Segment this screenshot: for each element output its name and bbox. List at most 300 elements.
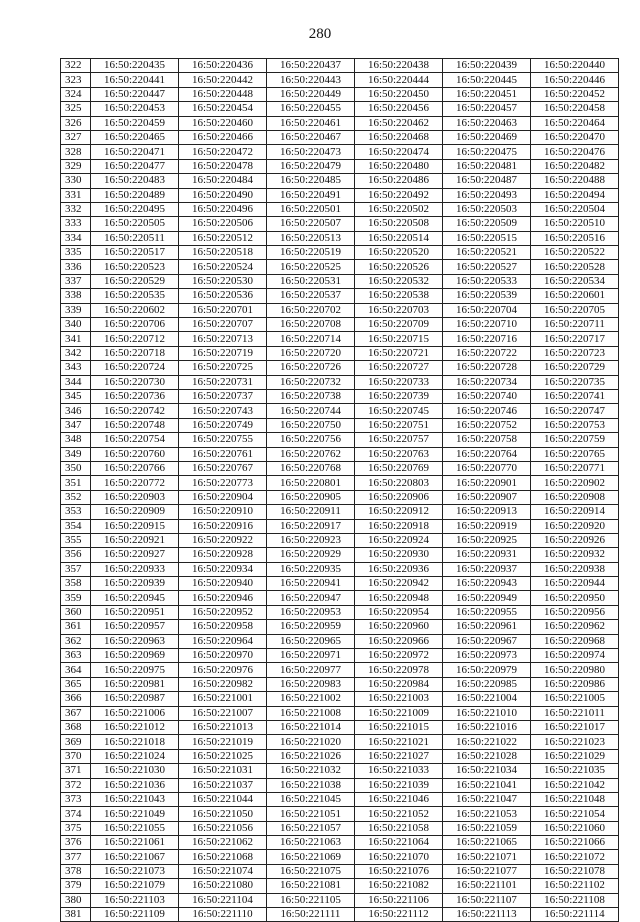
row-number-cell: 375	[61, 821, 91, 835]
row-number-cell: 327	[61, 130, 91, 144]
cadastral-number-cell: 16:50:220525	[267, 260, 355, 274]
cadastral-number-cell: 16:50:221002	[267, 692, 355, 706]
cadastral-number-cell: 16:50:221111	[267, 908, 355, 922]
cadastral-number-cell: 16:50:220933	[91, 562, 179, 576]
row-number-cell: 360	[61, 605, 91, 619]
cadastral-number-cell: 16:50:220755	[179, 433, 267, 447]
cadastral-number-cell: 16:50:220962	[531, 620, 619, 634]
cadastral-number-cell: 16:50:221038	[267, 778, 355, 792]
cadastral-number-cell: 16:50:220736	[91, 389, 179, 403]
cadastral-number-cell: 16:50:221107	[443, 893, 531, 907]
cadastral-number-cell: 16:50:221080	[179, 879, 267, 893]
cadastral-number-cell: 16:50:220464	[531, 116, 619, 130]
cadastral-number-cell: 16:50:220519	[267, 246, 355, 260]
table-row	[61, 692, 619, 706]
cadastral-number-cell: 16:50:221004	[443, 692, 531, 706]
cadastral-number-cell: 16:50:220738	[267, 389, 355, 403]
cadastral-number-cell: 16:50:220914	[531, 505, 619, 519]
table-row	[61, 447, 619, 461]
cadastral-number-cell: 16:50:220946	[179, 591, 267, 605]
cadastral-number-cell: 16:50:221044	[179, 792, 267, 806]
cadastral-number-cell: 16:50:220911	[267, 505, 355, 519]
cadastral-number-cell: 16:50:220518	[179, 246, 267, 260]
cadastral-number-cell: 16:50:220456	[355, 102, 443, 116]
cadastral-number-cell: 16:50:220706	[91, 318, 179, 332]
table-row	[61, 461, 619, 475]
cadastral-number-cell: 16:50:220732	[267, 375, 355, 389]
cadastral-number-cell: 16:50:220454	[179, 102, 267, 116]
table-row	[61, 649, 619, 663]
cadastral-number-cell: 16:50:220493	[443, 188, 531, 202]
row-number-cell: 376	[61, 836, 91, 850]
cadastral-number-cell: 16:50:221021	[355, 735, 443, 749]
cadastral-number-cell: 16:50:221082	[355, 879, 443, 893]
cadastral-number-cell: 16:50:221076	[355, 864, 443, 878]
cadastral-number-cell: 16:50:220903	[91, 490, 179, 504]
cadastral-number-cell: 16:50:220486	[355, 174, 443, 188]
cadastral-number-cell: 16:50:220753	[531, 418, 619, 432]
table-row	[61, 505, 619, 519]
row-number-cell: 339	[61, 303, 91, 317]
cadastral-number-cell: 16:50:220484	[179, 174, 267, 188]
cadastral-number-cell: 16:50:220923	[267, 533, 355, 547]
cadastral-number-cell: 16:50:220938	[531, 562, 619, 576]
cadastral-number-cell: 16:50:220440	[531, 59, 619, 73]
cadastral-number-cell: 16:50:221063	[267, 836, 355, 850]
cadastral-number-cell: 16:50:221014	[267, 720, 355, 734]
cadastral-number-cell: 16:50:221112	[355, 908, 443, 922]
cadastral-number-cell: 16:50:220931	[443, 548, 531, 562]
cadastral-number-cell: 16:50:220452	[531, 87, 619, 101]
table-row	[61, 361, 619, 375]
cadastral-number-cell: 16:50:220502	[355, 202, 443, 216]
cadastral-number-cell: 16:50:220773	[179, 476, 267, 490]
cadastral-number-cell: 16:50:220531	[267, 274, 355, 288]
row-number-cell: 349	[61, 447, 91, 461]
row-number-cell: 356	[61, 548, 91, 562]
table-row	[61, 677, 619, 691]
cadastral-number-cell: 16:50:220967	[443, 634, 531, 648]
cadastral-number-cell: 16:50:220742	[91, 404, 179, 418]
cadastral-number-cell: 16:50:221031	[179, 764, 267, 778]
cadastral-number-cell: 16:50:220984	[355, 677, 443, 691]
cadastral-number-cell: 16:50:221005	[531, 692, 619, 706]
cadastral-number-cell: 16:50:221029	[531, 749, 619, 763]
cadastral-number-cell: 16:50:220720	[267, 346, 355, 360]
cadastral-number-cell: 16:50:221036	[91, 778, 179, 792]
cadastral-number-cell: 16:50:220975	[91, 663, 179, 677]
cadastral-number-cell: 16:50:220980	[531, 663, 619, 677]
cadastral-number-cell: 16:50:220765	[531, 447, 619, 461]
cadastral-number-cell: 16:50:221033	[355, 764, 443, 778]
cadastral-number-cell: 16:50:220770	[443, 461, 531, 475]
cadastral-number-cell: 16:50:220538	[355, 289, 443, 303]
cadastral-number-cell: 16:50:220712	[91, 332, 179, 346]
cadastral-number-cell: 16:50:220913	[443, 505, 531, 519]
cadastral-number-cell: 16:50:221074	[179, 864, 267, 878]
cadastral-number-cell: 16:50:220952	[179, 605, 267, 619]
table-row	[61, 533, 619, 547]
cadastral-number-cell: 16:50:220508	[355, 217, 443, 231]
cadastral-number-cell: 16:50:220960	[355, 620, 443, 634]
row-number-cell: 354	[61, 519, 91, 533]
row-number-cell: 325	[61, 102, 91, 116]
cadastral-number-cell: 16:50:220955	[443, 605, 531, 619]
cadastral-number-cell: 16:50:220934	[179, 562, 267, 576]
table-row	[61, 174, 619, 188]
cadastral-number-cell: 16:50:221059	[443, 821, 531, 835]
table-row	[61, 764, 619, 778]
table-row	[61, 735, 619, 749]
row-number-cell: 334	[61, 231, 91, 245]
cadastral-number-cell: 16:50:220757	[355, 433, 443, 447]
cadastral-number-cell: 16:50:220463	[443, 116, 531, 130]
cadastral-number-cell: 16:50:220915	[91, 519, 179, 533]
cadastral-number-cell: 16:50:220521	[443, 246, 531, 260]
cadastral-number-cell: 16:50:220511	[91, 231, 179, 245]
cadastral-number-cell: 16:50:220951	[91, 605, 179, 619]
cadastral-number-cell: 16:50:220936	[355, 562, 443, 576]
cadastral-number-cell: 16:50:220535	[91, 289, 179, 303]
cadastral-number-cell: 16:50:221054	[531, 807, 619, 821]
table-row	[61, 720, 619, 734]
cadastral-number-cell: 16:50:220716	[443, 332, 531, 346]
row-number-cell: 336	[61, 260, 91, 274]
table-row	[61, 577, 619, 591]
cadastral-number-cell: 16:50:221024	[91, 749, 179, 763]
table-row	[61, 749, 619, 763]
cadastral-number-cell: 16:50:220929	[267, 548, 355, 562]
cadastral-number-cell: 16:50:220466	[179, 130, 267, 144]
cadastral-number-cell: 16:50:220494	[531, 188, 619, 202]
row-number-cell: 359	[61, 591, 91, 605]
row-number-cell: 350	[61, 461, 91, 475]
cadastral-number-cell: 16:50:220737	[179, 389, 267, 403]
row-number-cell: 362	[61, 634, 91, 648]
row-number-cell: 346	[61, 404, 91, 418]
row-number-cell: 326	[61, 116, 91, 130]
cadastral-number-cell: 16:50:221114	[531, 908, 619, 922]
cadastral-number-cell: 16:50:221043	[91, 792, 179, 806]
row-number-cell: 335	[61, 246, 91, 260]
cadastral-number-cell: 16:50:220488	[531, 174, 619, 188]
cadastral-number-cell: 16:50:220901	[443, 476, 531, 490]
cadastral-number-cell: 16:50:220985	[443, 677, 531, 691]
cadastral-number-cell: 16:50:220441	[91, 73, 179, 87]
cadastral-number-cell: 16:50:220709	[355, 318, 443, 332]
cadastral-number-cell: 16:50:220730	[91, 375, 179, 389]
cadastral-number-cell: 16:50:220517	[91, 246, 179, 260]
table-row	[61, 562, 619, 576]
row-number-cell: 329	[61, 159, 91, 173]
table-row	[61, 433, 619, 447]
row-number-cell: 370	[61, 749, 91, 763]
cadastral-number-cell: 16:50:221110	[179, 908, 267, 922]
table-row	[61, 159, 619, 173]
cadastral-number-cell: 16:50:220912	[355, 505, 443, 519]
row-number-cell: 353	[61, 505, 91, 519]
cadastral-number-cell: 16:50:220512	[179, 231, 267, 245]
cadastral-number-cell: 16:50:220601	[531, 289, 619, 303]
cadastral-number-cell: 16:50:220917	[267, 519, 355, 533]
row-number-cell: 365	[61, 677, 91, 691]
table-row	[61, 591, 619, 605]
cadastral-number-cell: 16:50:220764	[443, 447, 531, 461]
cadastral-number-cell: 16:50:221022	[443, 735, 531, 749]
cadastral-number-cell: 16:50:220977	[267, 663, 355, 677]
cadastral-number-cell: 16:50:220718	[91, 346, 179, 360]
cadastral-number-cell: 16:50:220479	[267, 159, 355, 173]
cadastral-number-cell: 16:50:220970	[179, 649, 267, 663]
table-row	[61, 850, 619, 864]
cadastral-number-cell: 16:50:220803	[355, 476, 443, 490]
cadastral-number-cell: 16:50:220974	[531, 649, 619, 663]
cadastral-number-cell: 16:50:221028	[443, 749, 531, 763]
cadastral-number-cell: 16:50:220477	[91, 159, 179, 173]
cadastral-number-cell: 16:50:220504	[531, 202, 619, 216]
cadastral-number-cell: 16:50:221034	[443, 764, 531, 778]
cadastral-number-cell: 16:50:220918	[355, 519, 443, 533]
cadastral-number-cell: 16:50:221011	[531, 706, 619, 720]
cadastral-number-cell: 16:50:220964	[179, 634, 267, 648]
cadastral-number-cell: 16:50:220769	[355, 461, 443, 475]
cadastral-number-cell: 16:50:220476	[531, 145, 619, 159]
cadastral-number-cell: 16:50:221106	[355, 893, 443, 907]
table-row	[61, 663, 619, 677]
cadastral-number-cell: 16:50:221032	[267, 764, 355, 778]
cadastral-number-cell: 16:50:220478	[179, 159, 267, 173]
cadastral-number-cell: 16:50:221049	[91, 807, 179, 821]
cadastral-number-cell: 16:50:220905	[267, 490, 355, 504]
cadastral-number-cell: 16:50:220745	[355, 404, 443, 418]
cadastral-number-cell: 16:50:220927	[91, 548, 179, 562]
cadastral-number-cell: 16:50:221006	[91, 706, 179, 720]
row-number-cell: 328	[61, 145, 91, 159]
cadastral-number-cell: 16:50:220448	[179, 87, 267, 101]
table-row	[61, 73, 619, 87]
cadastral-number-cell: 16:50:220527	[443, 260, 531, 274]
cadastral-number-cell: 16:50:220801	[267, 476, 355, 490]
cadastral-number-cell: 16:50:220906	[355, 490, 443, 504]
cadastral-number-cell: 16:50:220459	[91, 116, 179, 130]
cadastral-number-cell: 16:50:221019	[179, 735, 267, 749]
cadastral-number-cell: 16:50:220708	[267, 318, 355, 332]
row-number-cell: 374	[61, 807, 91, 821]
cadastral-number-cell: 16:50:220919	[443, 519, 531, 533]
cadastral-number-cell: 16:50:221109	[91, 908, 179, 922]
cadastral-number-cell: 16:50:221075	[267, 864, 355, 878]
cadastral-number-cell: 16:50:221101	[443, 879, 531, 893]
row-number-cell: 355	[61, 533, 91, 547]
cadastral-number-cell: 16:50:220748	[91, 418, 179, 432]
cadastral-number-cell: 16:50:220526	[355, 260, 443, 274]
cadastral-number-cell: 16:50:220537	[267, 289, 355, 303]
cadastral-number-cell: 16:50:221046	[355, 792, 443, 806]
row-number-cell: 367	[61, 706, 91, 720]
cadastral-number-cell: 16:50:220953	[267, 605, 355, 619]
cadastral-number-cell: 16:50:221070	[355, 850, 443, 864]
cadastral-number-cell: 16:50:220982	[179, 677, 267, 691]
cadastral-number-cell: 16:50:221016	[443, 720, 531, 734]
table-row	[61, 418, 619, 432]
cadastral-number-cell: 16:50:221108	[531, 893, 619, 907]
cadastral-number-cell: 16:50:221069	[267, 850, 355, 864]
cadastral-number-cell: 16:50:220530	[179, 274, 267, 288]
cadastral-number-cell: 16:50:220751	[355, 418, 443, 432]
cadastral-number-cell: 16:50:220928	[179, 548, 267, 562]
table-row	[61, 202, 619, 216]
cadastral-number-cell: 16:50:220483	[91, 174, 179, 188]
table-row	[61, 879, 619, 893]
row-number-cell: 345	[61, 389, 91, 403]
cadastral-number-cell: 16:50:220469	[443, 130, 531, 144]
cadastral-number-cell: 16:50:220445	[443, 73, 531, 87]
cadastral-number-cell: 16:50:220925	[443, 533, 531, 547]
cadastral-number-cell: 16:50:220529	[91, 274, 179, 288]
table-row	[61, 375, 619, 389]
row-number-cell: 372	[61, 778, 91, 792]
row-number-cell: 338	[61, 289, 91, 303]
cadastral-number-cell: 16:50:220702	[267, 303, 355, 317]
cadastral-number-cell: 16:50:220979	[443, 663, 531, 677]
cadastral-number-cell: 16:50:221052	[355, 807, 443, 821]
cadastral-number-cell: 16:50:221042	[531, 778, 619, 792]
row-number-cell: 347	[61, 418, 91, 432]
cadastral-number-cell: 16:50:221050	[179, 807, 267, 821]
cadastral-number-cell: 16:50:220602	[91, 303, 179, 317]
table-row	[61, 519, 619, 533]
cadastral-number-cell: 16:50:220528	[531, 260, 619, 274]
cadastral-number-cell: 16:50:220473	[267, 145, 355, 159]
cadastral-number-cell: 16:50:220744	[267, 404, 355, 418]
cadastral-number-cell: 16:50:220727	[355, 361, 443, 375]
row-number-cell: 380	[61, 893, 91, 907]
cadastral-number-cell: 16:50:220446	[531, 73, 619, 87]
cadastral-number-cell: 16:50:221057	[267, 821, 355, 835]
table-row	[61, 116, 619, 130]
cadastral-number-cell: 16:50:220761	[179, 447, 267, 461]
cadastral-number-cell: 16:50:220971	[267, 649, 355, 663]
cadastral-number-cell: 16:50:220763	[355, 447, 443, 461]
table-row	[61, 332, 619, 346]
cadastral-number-cell: 16:50:220750	[267, 418, 355, 432]
cadastral-number-cell: 16:50:220522	[531, 246, 619, 260]
cadastral-number-cell: 16:50:220465	[91, 130, 179, 144]
cadastral-number-cell: 16:50:220468	[355, 130, 443, 144]
row-number-cell: 358	[61, 577, 91, 591]
cadastral-number-cell: 16:50:220941	[267, 577, 355, 591]
table-row	[61, 260, 619, 274]
cadastral-number-cell: 16:50:220489	[91, 188, 179, 202]
cadastral-number-cell: 16:50:220762	[267, 447, 355, 461]
cadastral-number-cell: 16:50:220490	[179, 188, 267, 202]
cadastral-number-cell: 16:50:220701	[179, 303, 267, 317]
cadastral-number-cell: 16:50:221060	[531, 821, 619, 835]
cadastral-number-cell: 16:50:221015	[355, 720, 443, 734]
cadastral-number-cell: 16:50:221072	[531, 850, 619, 864]
cadastral-number-cell: 16:50:220958	[179, 620, 267, 634]
cadastral-number-cell: 16:50:220513	[267, 231, 355, 245]
cadastral-number-cell: 16:50:220942	[355, 577, 443, 591]
cadastral-number-cell: 16:50:221026	[267, 749, 355, 763]
row-number-cell: 352	[61, 490, 91, 504]
cadastral-number-cell: 16:50:220930	[355, 548, 443, 562]
cadastral-number-cell: 16:50:220963	[91, 634, 179, 648]
cadastral-number-cell: 16:50:220983	[267, 677, 355, 691]
cadastral-number-cell: 16:50:220724	[91, 361, 179, 375]
cadastral-number-cell: 16:50:221018	[91, 735, 179, 749]
table-row	[61, 130, 619, 144]
cadastral-number-cell: 16:50:220945	[91, 591, 179, 605]
cadastral-number-cell: 16:50:220972	[355, 649, 443, 663]
cadastral-number-cell: 16:50:220444	[355, 73, 443, 87]
row-number-cell: 323	[61, 73, 91, 87]
cadastral-number-cell: 16:50:221077	[443, 864, 531, 878]
cadastral-number-cell: 16:50:220470	[531, 130, 619, 144]
cadastral-number-cell: 16:50:221061	[91, 836, 179, 850]
cadastral-number-cell: 16:50:221023	[531, 735, 619, 749]
row-number-cell: 368	[61, 720, 91, 734]
table-row	[61, 145, 619, 159]
cadastral-number-cell: 16:50:220949	[443, 591, 531, 605]
row-number-cell: 364	[61, 663, 91, 677]
table-row	[61, 188, 619, 202]
cadastral-number-cell: 16:50:220717	[531, 332, 619, 346]
cadastral-number-cell: 16:50:221001	[179, 692, 267, 706]
cadastral-number-cell: 16:50:220731	[179, 375, 267, 389]
cadastral-number-cell: 16:50:220715	[355, 332, 443, 346]
cadastral-number-cell: 16:50:220910	[179, 505, 267, 519]
cadastral-number-cell: 16:50:220969	[91, 649, 179, 663]
cadastral-number-cell: 16:50:221017	[531, 720, 619, 734]
cadastral-number-cell: 16:50:220460	[179, 116, 267, 130]
cadastral-number-cell: 16:50:220957	[91, 620, 179, 634]
cadastral-number-cell: 16:50:221053	[443, 807, 531, 821]
row-number-cell: 379	[61, 879, 91, 893]
cadastral-number-cell: 16:50:221105	[267, 893, 355, 907]
cadastral-number-cell: 16:50:220752	[443, 418, 531, 432]
cadastral-number-cell: 16:50:221008	[267, 706, 355, 720]
cadastral-number-cell: 16:50:221078	[531, 864, 619, 878]
table-row	[61, 620, 619, 634]
cadastral-number-cell: 16:50:220467	[267, 130, 355, 144]
row-number-cell: 343	[61, 361, 91, 375]
cadastral-number-cell: 16:50:220436	[179, 59, 267, 73]
cadastral-number-cell: 16:50:221035	[531, 764, 619, 778]
cadastral-number-cell: 16:50:221027	[355, 749, 443, 763]
cadastral-number-cell: 16:50:220482	[531, 159, 619, 173]
cadastral-number-cell: 16:50:220506	[179, 217, 267, 231]
cadastral-number-cell: 16:50:220503	[443, 202, 531, 216]
row-number-cell: 340	[61, 318, 91, 332]
table-row	[61, 476, 619, 490]
cadastral-number-cell: 16:50:220536	[179, 289, 267, 303]
cadastral-number-cell: 16:50:220443	[267, 73, 355, 87]
table-row	[61, 389, 619, 403]
cadastral-number-cell: 16:50:221047	[443, 792, 531, 806]
row-number-cell: 366	[61, 692, 91, 706]
cadastral-number-cell: 16:50:220453	[91, 102, 179, 116]
cadastral-number-cell: 16:50:220966	[355, 634, 443, 648]
table-row	[61, 836, 619, 850]
cadastral-number-cell: 16:50:220739	[355, 389, 443, 403]
cadastral-number-cell: 16:50:220986	[531, 677, 619, 691]
table-row	[61, 706, 619, 720]
cadastral-number-cell: 16:50:220728	[443, 361, 531, 375]
cadastral-number-cell: 16:50:220768	[267, 461, 355, 475]
cadastral-number-cell: 16:50:220461	[267, 116, 355, 130]
cadastral-number-cell: 16:50:220909	[91, 505, 179, 519]
